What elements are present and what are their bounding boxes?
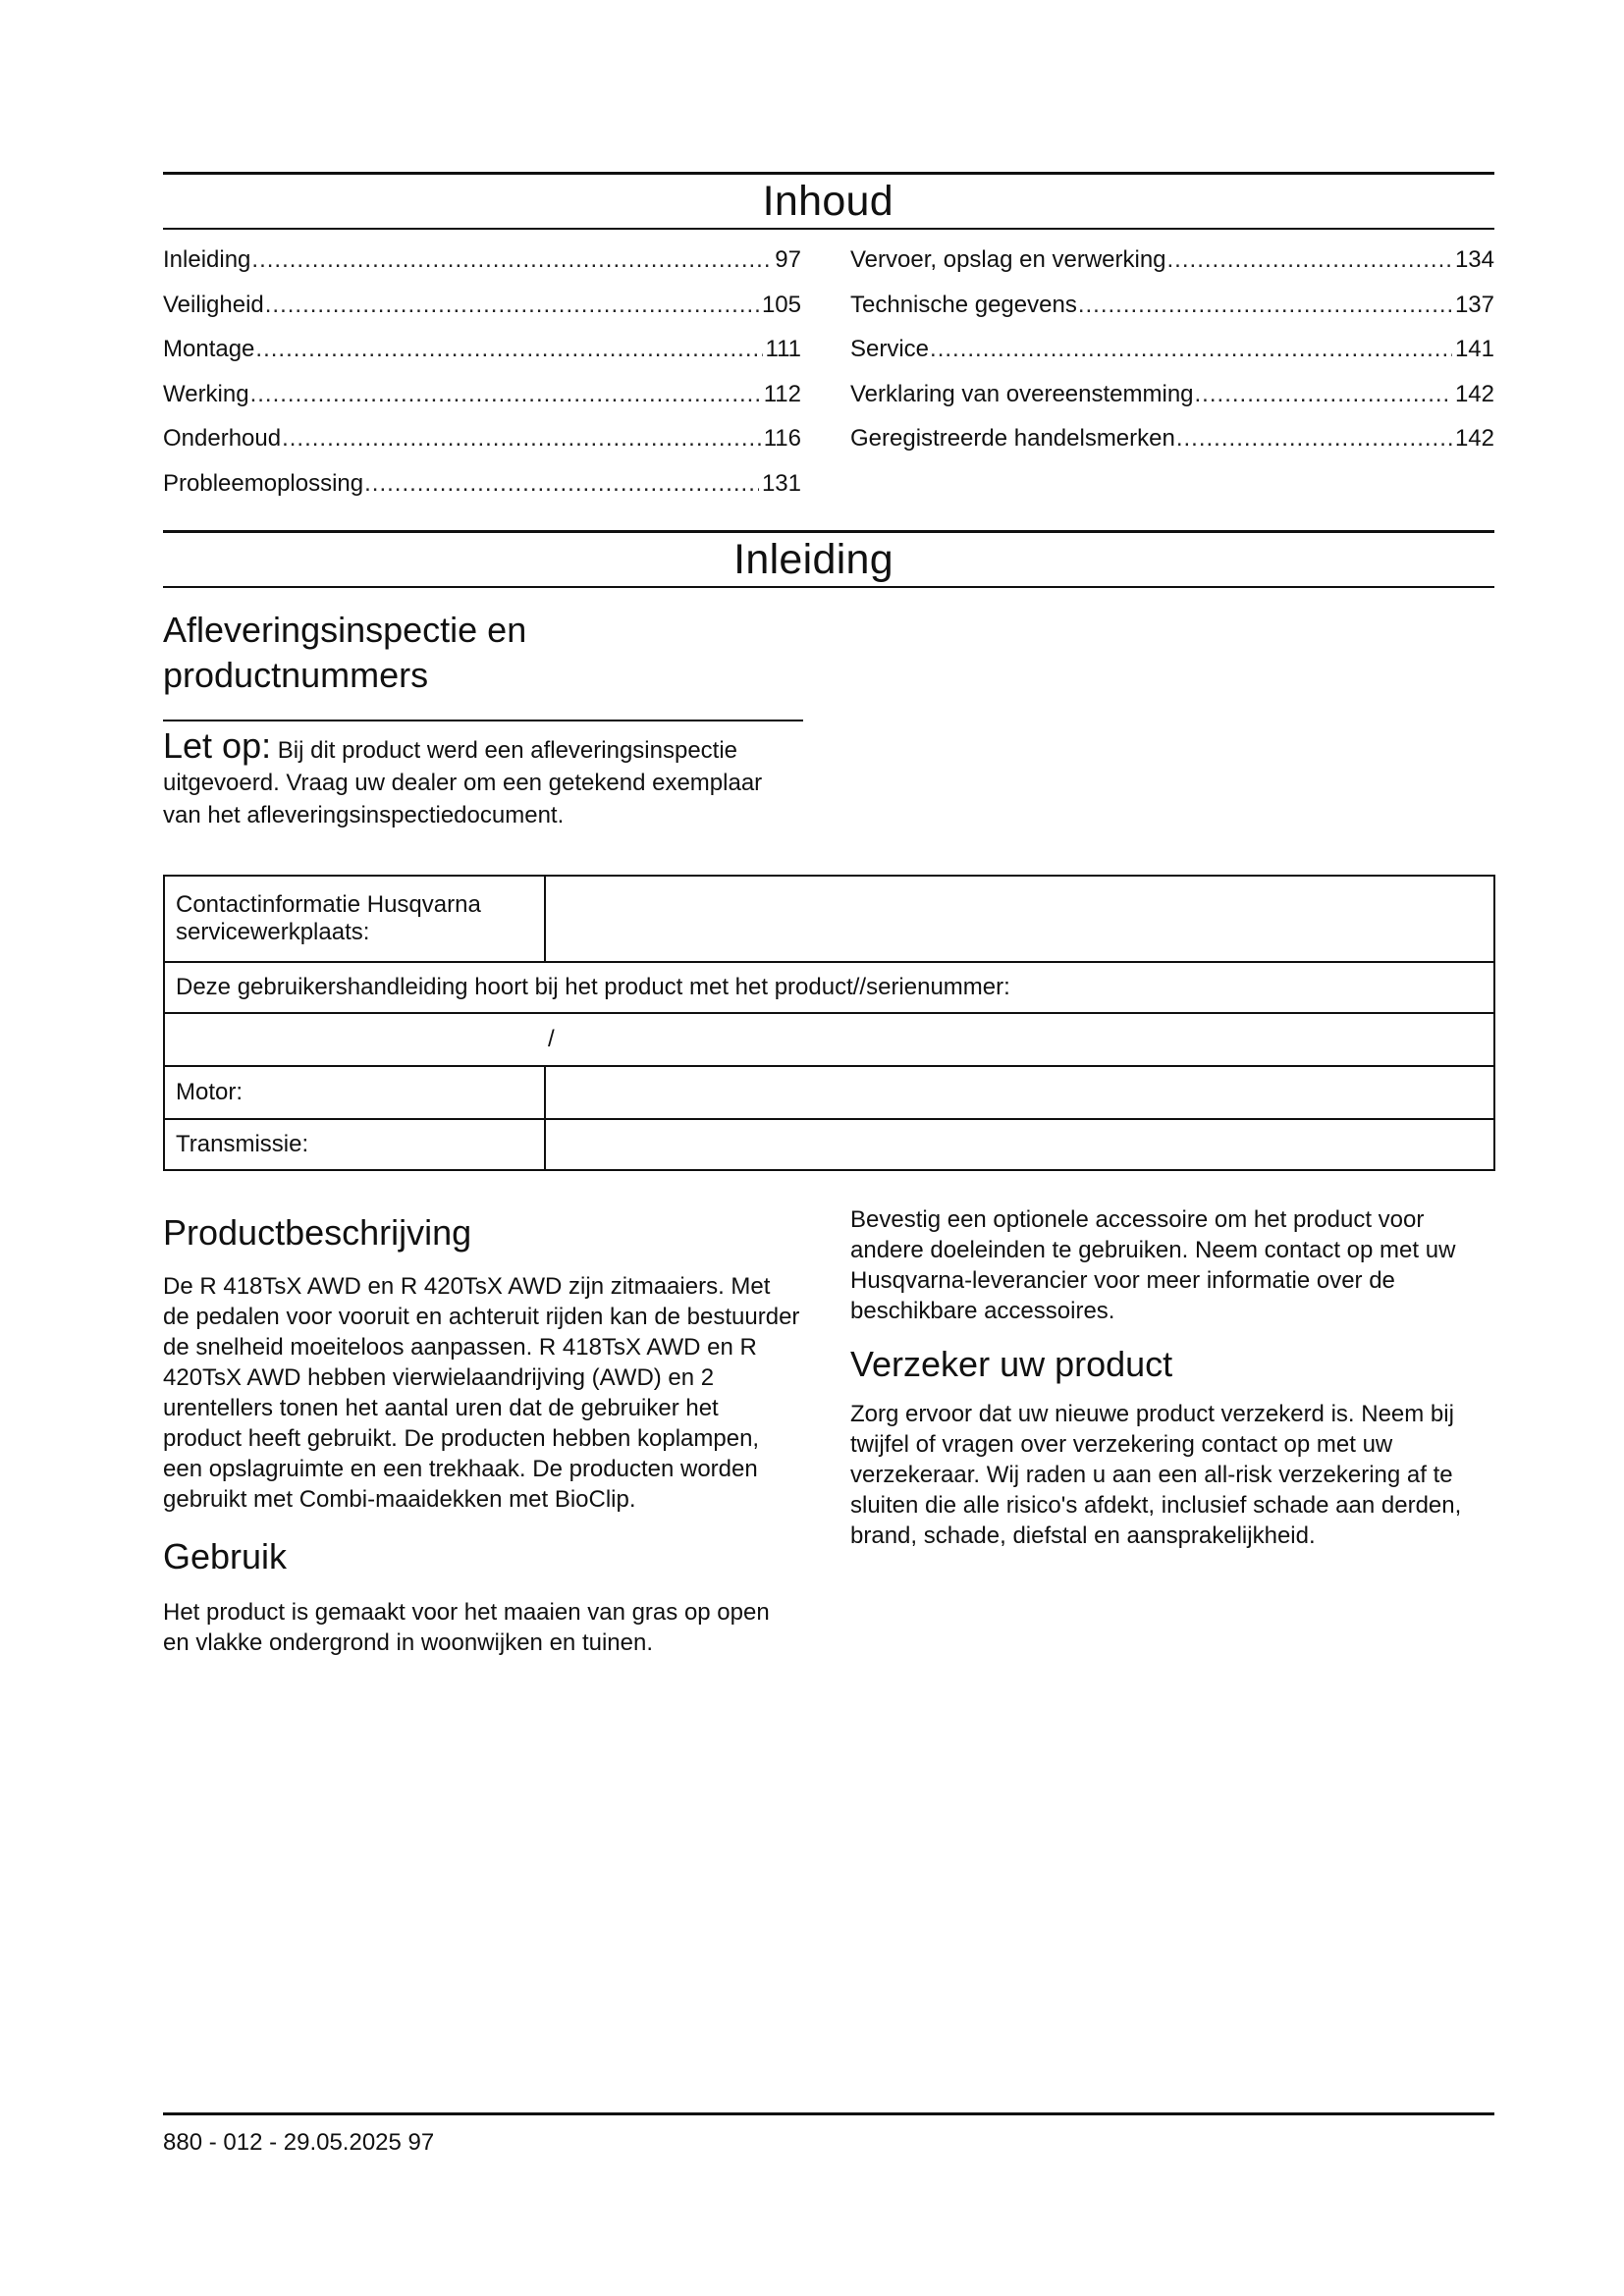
- right-column: [850, 1206, 1494, 1658]
- toc-bottom-rule: [163, 228, 1494, 230]
- contact-value-cell[interactable]: [545, 876, 1494, 962]
- serial-number-cell[interactable]: [164, 1013, 1494, 1066]
- left-column: [163, 1210, 801, 1658]
- manual-row-cell: Deze gebruikershandleiding hoort bij het product met het product//serienummer:: [164, 962, 1494, 1013]
- toc-entry-service[interactable]: Service ..... 141: [850, 327, 1494, 372]
- delivery-heading: Afleveringsinspectie en productnummers: [163, 610, 527, 695]
- notice-paragraph: [163, 725, 803, 831]
- toc-right-column: [850, 238, 1494, 506]
- toc-entry-handelsmerken[interactable]: Geregistreerde handelsmerken ..... 142: [850, 416, 1494, 461]
- notice-rule: [163, 720, 803, 721]
- table-of-contents: [163, 238, 1494, 506]
- usage-heading: Gebruik: [163, 1536, 288, 1576]
- intro-title: Inleiding: [733, 536, 893, 583]
- product-info-table: [163, 875, 1495, 1171]
- toc-entry-probleemoplossing[interactable]: Probleemoplossing ..... 131: [163, 461, 801, 507]
- intro-bottom-rule: [163, 586, 1494, 588]
- insurance-heading: Verzeker uw product: [850, 1344, 1173, 1384]
- toc-entry-inleiding[interactable]: Inleiding ..... 97: [163, 238, 801, 283]
- page-footer: [163, 2112, 1494, 2157]
- notice-label: Let op:: [163, 725, 272, 766]
- contact-label-cell: Contactinformatie Husqvarna servicewerkplaats:: [164, 876, 545, 962]
- product-heading: Productbeschrijving: [163, 1212, 472, 1253]
- delivery-section: [163, 608, 803, 831]
- toc-title: Inhoud: [762, 178, 893, 225]
- notice-text: Bij dit product werd een afleveringsinspectie uitgevoerd. Vraag uw dealer om een getekend exemplaar van het afleveringsinspectiedocument.: [163, 737, 763, 828]
- insurance-text: Zorg ervoor dat uw nieuwe product verzekerd is. Neem bij twijfel of vragen over verzekering contact op met uw verzekeraar. Wij raden u aan een all-risk verzekering af te sluiten die alle risico's afdekt, inclusief schade aan derden, brand, schade, diefstal en aansprakelijkheid.: [850, 1401, 1462, 1549]
- toc-header: [163, 175, 1494, 228]
- serial-separator: /: [548, 1026, 555, 1052]
- accessories-text: Bevestig een optionele accessoire om het product voor andere doeleinden te gebruiken. Neem contact op met uw Husqvarna-leverancier voor meer informatie over de beschikbare accessoires.: [850, 1206, 1456, 1324]
- usage-text: Het product is gemaakt voor het maaien van gras op open en vlakke ondergrond in woonwijken en tuinen.: [163, 1599, 770, 1656]
- toc-entry-verklaring[interactable]: Verklaring van overeenstemming ..... 142: [850, 372, 1494, 417]
- product-text: De R 418TsX AWD en R 420TsX AWD zijn zitmaaiers. Met de pedalen voor vooruit en achteruit rijden kan de bestuurder de snelheid moeiteloos aanpassen. R 418TsX AWD en R 420TsX AWD hebben vierwielaandrijving (AWD) en 2 urentellers tonen het aantal uren dat de gebruiker het product heeft gebruikt. De producten hebben koplampen, een opslagruimte en een trekhaak. De producten worden gebruikt met Combi-maaidekken met BioClip.: [163, 1273, 800, 1513]
- toc-entry-veiligheid[interactable]: Veiligheid ..... 105: [163, 283, 801, 328]
- toc-entry-vervoer[interactable]: Vervoer, opslag en verwerking ..... 134: [850, 238, 1494, 283]
- toc-entry-technische-gegevens[interactable]: Technische gegevens ..... 137: [850, 283, 1494, 328]
- body-columns: [163, 1206, 1494, 1658]
- transmission-label-cell: Transmissie:: [164, 1119, 545, 1170]
- page-content: [163, 0, 1494, 1658]
- toc-entry-onderhoud[interactable]: Onderhoud ..... 116: [163, 416, 801, 461]
- footer-rule: [163, 2112, 1494, 2115]
- motor-label-cell: Motor:: [164, 1066, 545, 1119]
- intro-header: [163, 533, 1494, 586]
- toc-entry-werking[interactable]: Werking ..... 112: [163, 372, 801, 417]
- transmission-value-cell[interactable]: [545, 1119, 1494, 1170]
- motor-value-cell[interactable]: [545, 1066, 1494, 1119]
- toc-entry-montage[interactable]: Montage ..... 111: [163, 327, 801, 372]
- footer-text: 880 - 012 - 29.05.2025 97: [163, 2129, 435, 2156]
- toc-left-column: [163, 238, 801, 506]
